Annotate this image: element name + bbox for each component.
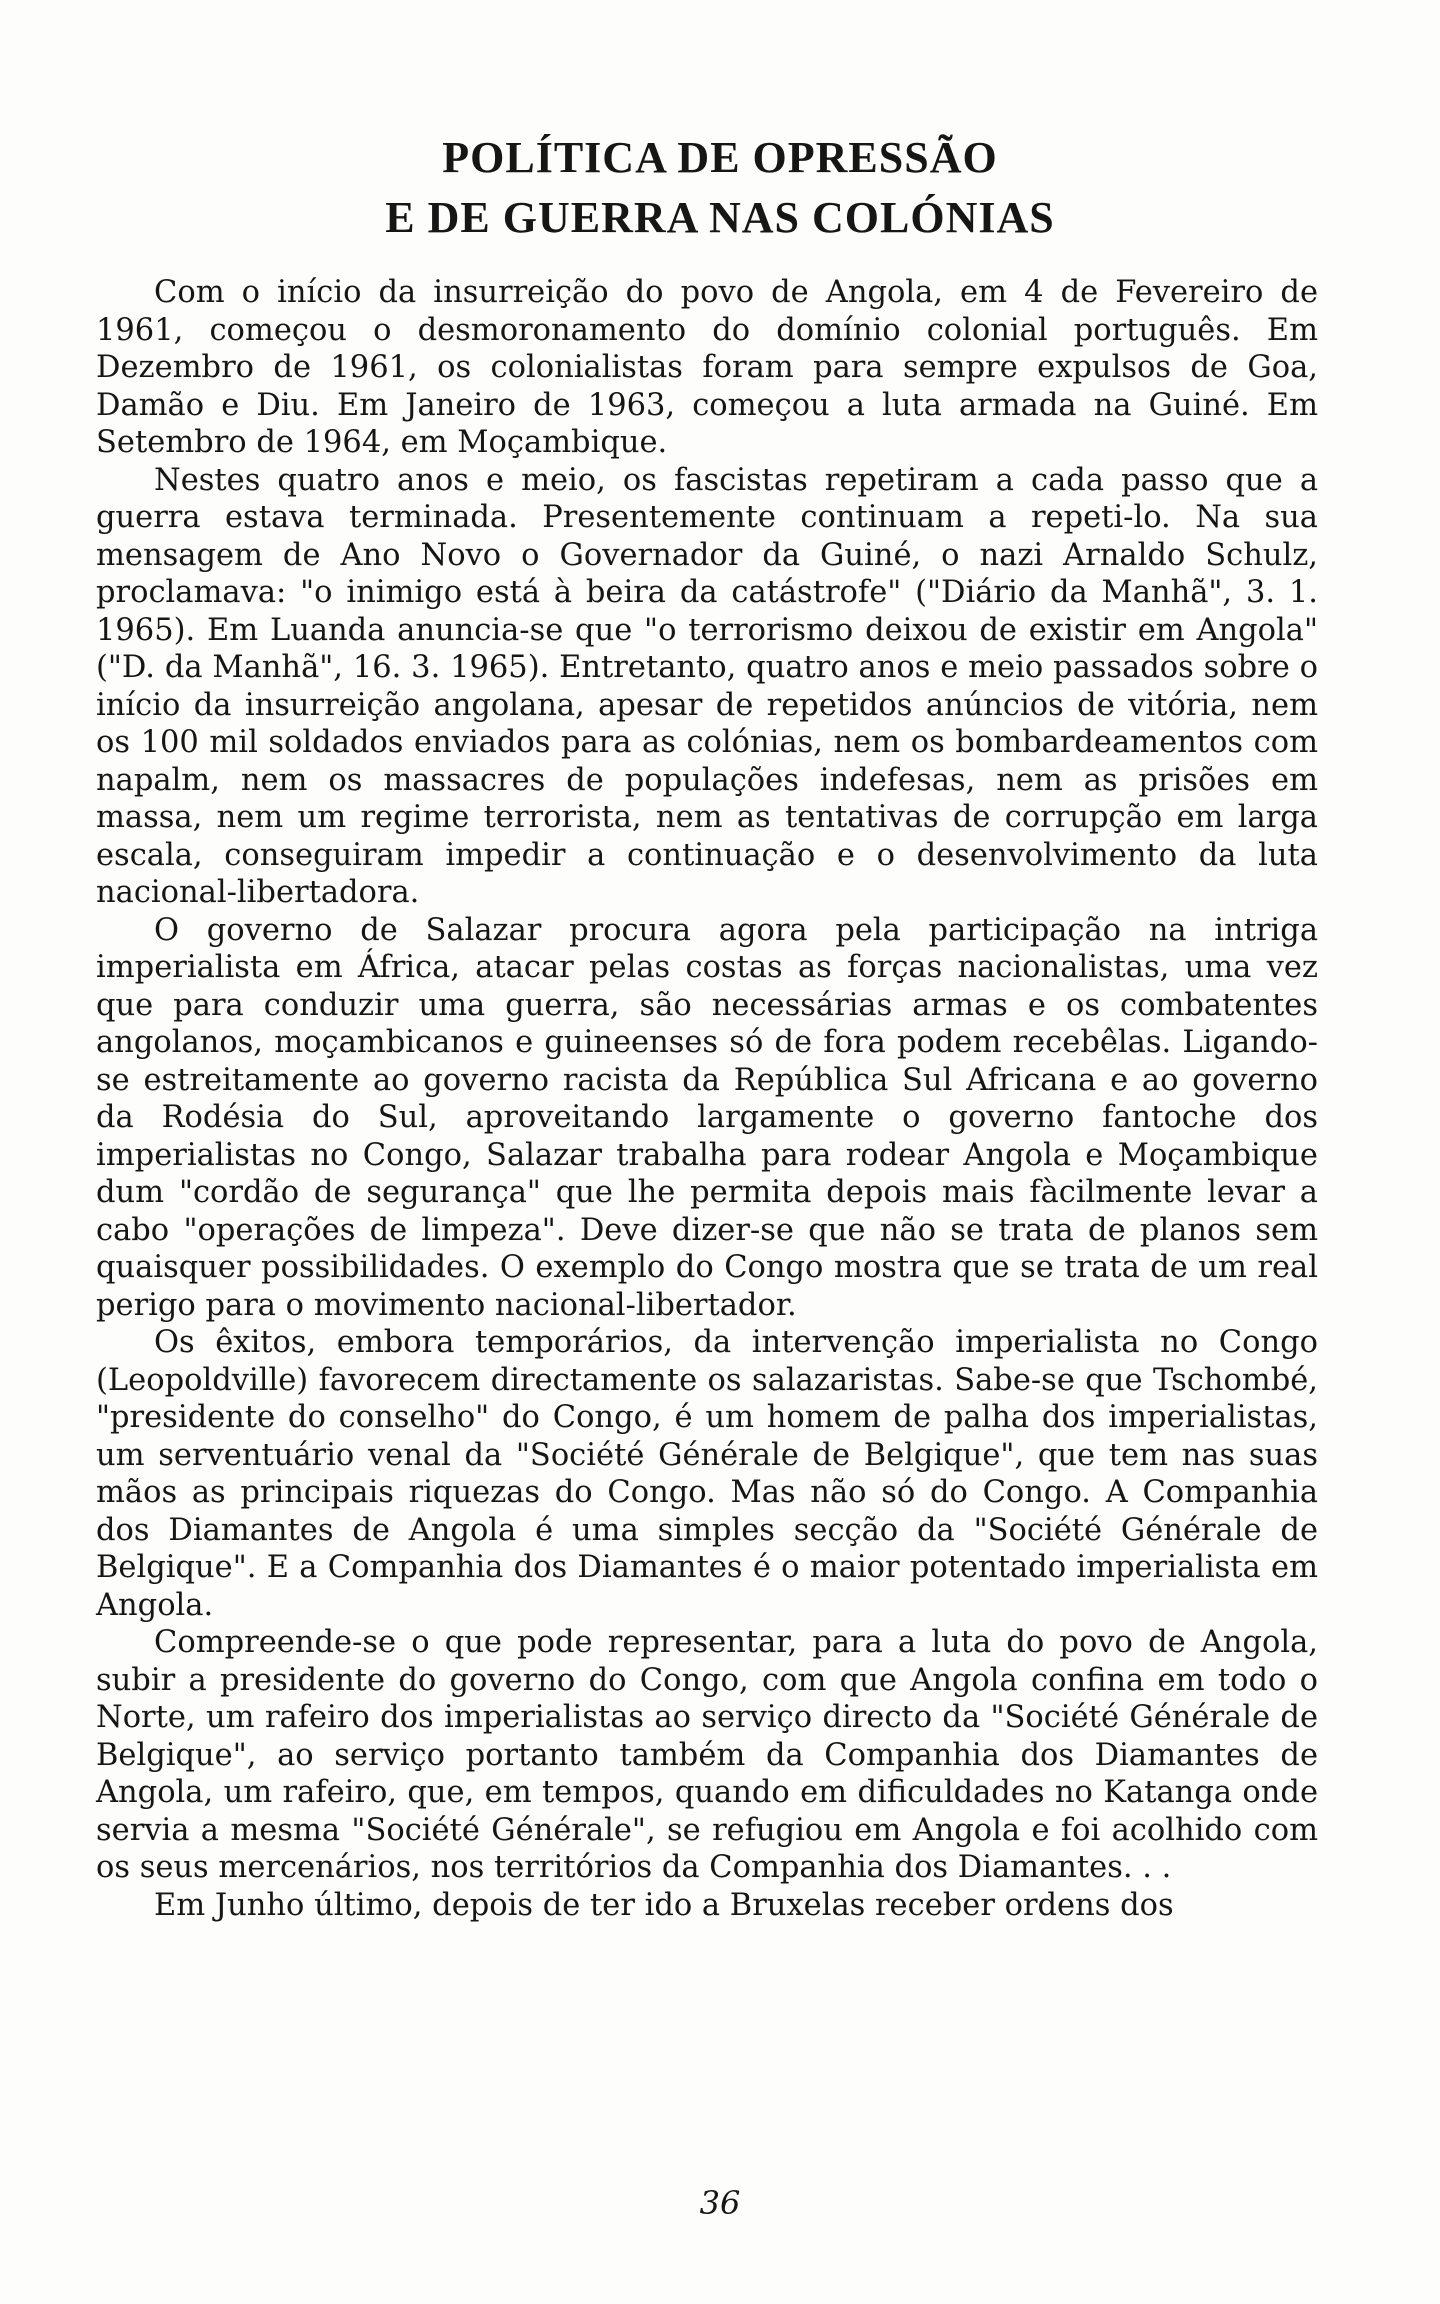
title-block (0, 128, 1440, 248)
paragraph: Em Junho último, depois de ter ido a Bruxelas receber ordens dos (154, 1887, 1174, 1923)
paragraph: Os êxitos, embora temporários, da intervenção imperialista no Congo (Leopoldville) favorecem directamente os salazaristas. Sabe-se que Tschombé, "presidente do conselho" do Congo, é um homem de palha dos imperialistas, um serventuário venal da "Société Générale de Belgique", que tem nas suas mãos as principais riquezas do Congo. Mas não só do Congo. A Companhia dos Diamantes de Angola é uma simples secção da "Société Générale de Belgique". E a Companhia dos Diamantes é o maior potentado imperialista em Angola. (96, 1325, 1318, 1623)
page-title-line-1: POLÍTICA DE OPRESSÃO (442, 133, 998, 182)
page-title-line-2: E DE GUERRA NAS COLÓNIAS (385, 193, 1055, 242)
body-text (96, 274, 1318, 1924)
paragraph: Nestes quatro anos e meio, os fascistas repetiram a cada passo que a guerra estava terminada. Presentemente continuam a repeti-lo. Na sua mensagem de Ano Novo o Governador da Guiné, o nazi Arnaldo Schulz, proclamava: "o inimigo está à beira da catástrofe" ("Diário da Manhã", 3. 1. 1965). Em Luanda anuncia-se que "o terrorismo deixou de existir em Angola" ("D. da Manhã", 16. 3. 1965). Entretanto, quatro anos e meio passados sobre o início da insurreição angolana, apesar de repetidos anúncios de vitória, nem os 100 mil soldados enviados para as colónias, nem os bombardeamentos com napalm, nem os massacres de populações indefesas, nem as prisões em massa, nem um regime terrorista, nem as tentativas de corrupção em larga escala, conseguiram impedir a continuação e o desenvolvimento da luta nacional-libertadora. (96, 462, 1318, 910)
paragraph: Com o início da insurreição do povo de Angola, em 4 de Fevereiro de 1961, começou o desmoronamento do domínio colonial português. Em Dezembro de 1961, os colonialistas foram para sempre expulsos de Goa, Damão e Diu. Em Janeiro de 1963, começou a luta armada na Guiné. Em Setembro de 1964, em Moçambique. (96, 275, 1318, 460)
paragraph: Compreende-se o que pode representar, para a luta do povo de Angola, subir a presidente do governo do Congo, com que Angola confina em todo o Norte, um rafeiro dos imperialistas ao serviço directo da "Société Générale de Belgique", ao serviço portanto também da Companhia dos Diamantes de Angola, um rafeiro, que, em tempos, quando em dificuldades no Katanga onde servia a mesma "Société Générale", se refugiou em Angola e foi acolhido com os seus mercenários, nos territórios da Companhia dos Diamantes. . . (96, 1625, 1318, 1885)
page-number: 36 (699, 2184, 741, 2222)
paragraph: O governo de Salazar procura agora pela participação na intriga imperialista em África, atacar pelas costas as forças nacionalistas, uma vez que para conduzir uma guerra, são necessárias armas e os combatentes angolanos, moçambicanos e guineenses só de fora podem recebêlas. Ligando-se estreitamente ao governo racista da República Sul Africana e ao governo da Rodésia do Sul, aproveitando largamente o governo fantoche dos imperialistas no Congo, Salazar trabalha para rodear Angola e Moçambique dum "cordão de segurança" que lhe permita depois mais fàcilmente levar a cabo "operações de limpeza". Deve dizer-se que não se trata de planos sem quaisquer possibilidades. O exemplo do Congo mostra que se trata de um real perigo para o movimento nacional-libertador. (96, 912, 1318, 1323)
